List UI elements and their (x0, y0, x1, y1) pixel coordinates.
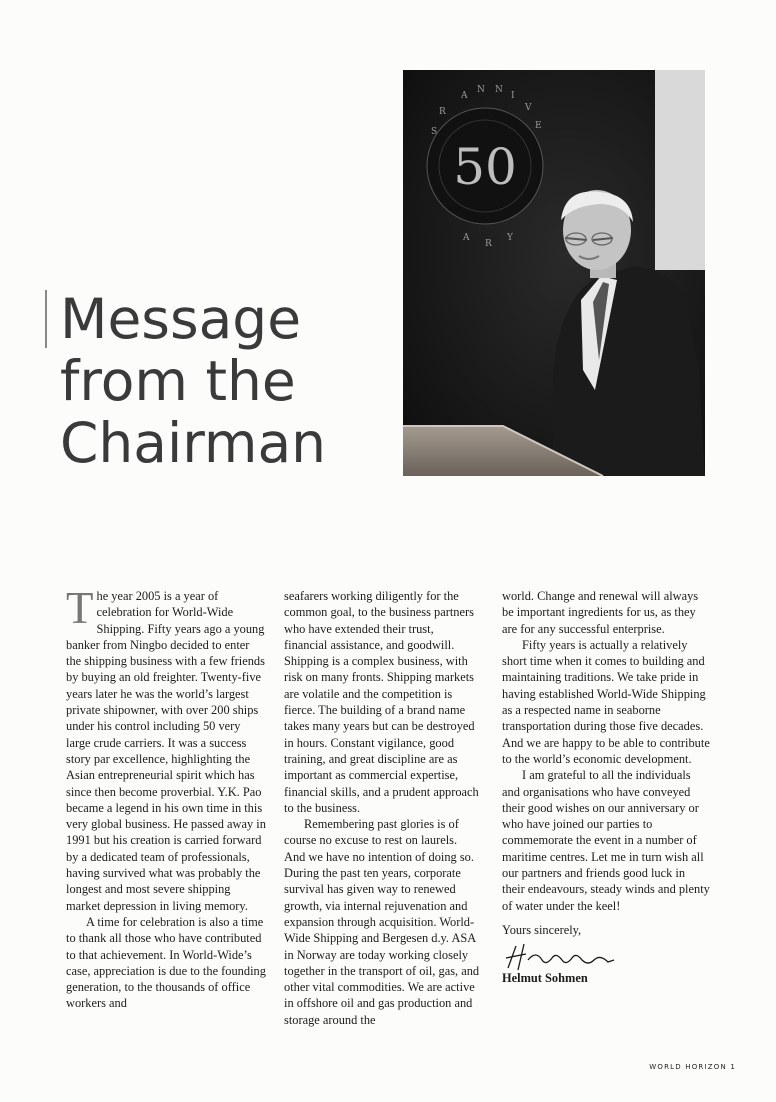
svg-text:A: A (463, 233, 470, 243)
emblem-number: 50 (453, 138, 517, 196)
svg-text:A: A (461, 91, 468, 101)
footer-page-number: 1 (730, 1063, 736, 1071)
paragraph-4: Fifty years is actually a relatively short time when it comes to building and maintaining traditions. We take pride in having established World-Wide Shipping as a respected name in seaborne transportation during those five decades. And we are happy to be able to contribute to the world’s economic development. (502, 637, 710, 766)
page-footer (649, 1063, 736, 1071)
svg-text:N: N (477, 85, 485, 95)
paragraph-3-end: world. Change and renewal will always be important ingredients for us, as they are for any successful enterprise. (502, 589, 699, 636)
signer-name: Helmut Sohmen (502, 971, 588, 986)
svg-text:Y: Y (507, 233, 513, 243)
paragraph-2-start: A time for celebration is also a time to thank all those who have contributed to that achievement. In World-Wide’s case, appreciation is due to the founding generation, to the thousands of office workers and (66, 914, 266, 1011)
svg-text:R: R (485, 239, 492, 249)
article-column-2 (284, 588, 480, 1028)
paragraph-5: I am grateful to all the individuals and organisations who have conveyed their good wishes on our anniversary or who have joined our parties to commemorate the event in a number of maritime centres. Let me in turn wish all our partners and friends good luck in their endeavours, steady winds and plenty of water under the keel! (502, 768, 710, 913)
drop-cap: T (66, 583, 94, 633)
svg-text:N: N (495, 85, 503, 95)
article-column-1 (66, 583, 266, 1012)
footer-publication: WORLD HORIZON (649, 1063, 727, 1071)
paragraph-2-end: seafarers working diligently for the common goal, to the business partners who have extended their trust, financial assistance, and goodwill. Shipping is a complex business, with risk on many fronts. Shipping markets are volatile and the competition is fierce. The building of a brand name takes many years but can be destroyed in hours. Constant vigilance, good training, and great discipline are as important as commercial expertise, financial skills, and a prudent approach to the business. (284, 589, 479, 815)
title-line-1: Message (60, 287, 302, 351)
title-line-2: from the (60, 349, 296, 413)
paragraph-3-start: Remembering past glories is of course no excuse to rest on laurels. And we have no intention of doing so. During the past ten years, corporate survival has given way to renewed growth, via internal rejuvenation and expansion through acquisition. World-Wide Shipping and Bergesen d.y. ASA in Norway are today working closely together in the transport of oil, gas, and other vital commodities. We are active in offshore oil and gas production and storage around the (284, 817, 480, 1027)
title-accent-rule (45, 290, 47, 348)
closing-salutation: Yours sincerely, (502, 922, 582, 937)
title-line-3: Chairman (60, 411, 327, 475)
article-column-3 (502, 588, 710, 987)
svg-text:E: E (535, 121, 542, 131)
svg-text:I: I (511, 91, 515, 101)
paragraph-1-text: he year 2005 is a year of celebration for World-Wide Shipping. Fifty years ago a young banker from Ningbo decided to enter the shipping business with a few friends by buying an old freighter. Twenty-five years later he was the world’s largest private shipowner, with over 200 ships under his control including 50 very large crude carriers. It was a success story par excellence, highlighting the Asian entrepreneurial spirit which has since then become proverbial. Y.K. Pao became a legend in his own time in this very global business. He passed away in 1991 but his creation is carried forward by a dedicated team of professionals, having survived what was probably the longest and most severe shipping market depression in living memory. (66, 589, 266, 913)
signature-image (502, 942, 622, 972)
paragraph-1 (66, 583, 266, 914)
svg-text:S: S (431, 127, 438, 137)
svg-text:R: R (439, 107, 446, 117)
chairman-photo-illustration (403, 70, 705, 476)
page-title (60, 288, 326, 474)
chairman-photo (403, 70, 705, 476)
svg-text:V: V (525, 103, 532, 113)
